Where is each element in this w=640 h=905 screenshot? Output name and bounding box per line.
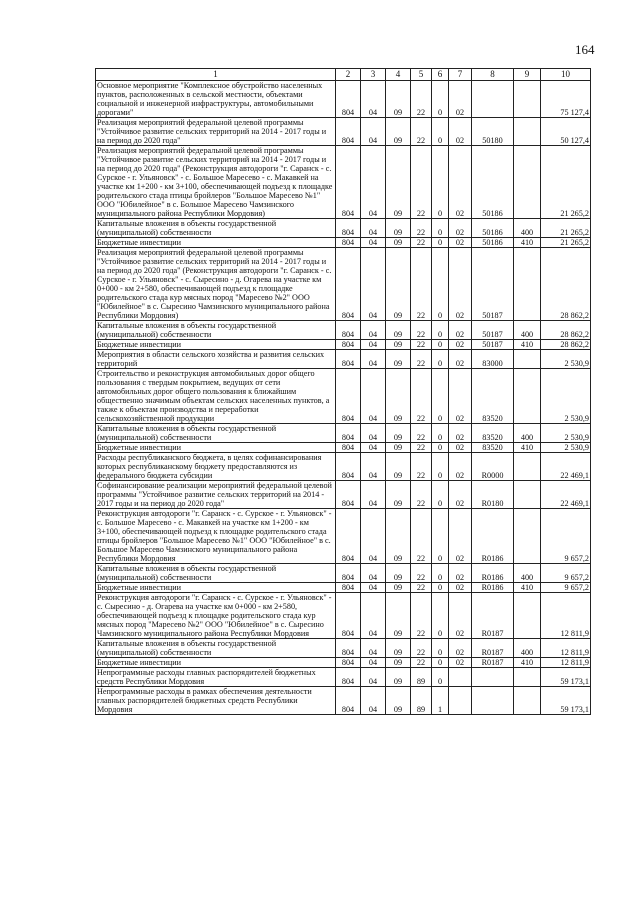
subsection-cell: 09 — [386, 238, 411, 248]
direction-cell — [472, 668, 514, 687]
ministry-code-cell: 804 — [336, 219, 361, 238]
program-cell: 22 — [411, 443, 432, 453]
column-header: 3 — [361, 69, 386, 81]
subsection-cell: 09 — [386, 583, 411, 593]
table-row — [96, 321, 591, 340]
direction-cell — [472, 81, 514, 118]
subprogram-cell: 0 — [432, 658, 449, 668]
program-cell: 22 — [411, 453, 432, 481]
subprogram-cell: 0 — [432, 321, 449, 340]
amount-cell: 28 862,2 — [541, 248, 591, 321]
amount-cell: 9 657,2 — [541, 509, 591, 564]
activity-cell: 02 — [449, 481, 472, 509]
subprogram-cell: 0 — [432, 593, 449, 639]
amount-cell: 12 811,9 — [541, 639, 591, 658]
row-name-cell: Непрограммные расходы в рамках обеспечения деятельности главных распорядителей бюджетных средств Республики Мордовия — [96, 687, 336, 715]
subprogram-cell: 0 — [432, 350, 449, 369]
subsection-cell: 09 — [386, 593, 411, 639]
program-cell: 22 — [411, 481, 432, 509]
amount-cell: 12 811,9 — [541, 658, 591, 668]
ministry-code-cell: 804 — [336, 146, 361, 219]
table-row — [96, 443, 591, 453]
amount-cell: 12 811,9 — [541, 593, 591, 639]
direction-cell: 83520 — [472, 424, 514, 443]
section-cell: 04 — [361, 350, 386, 369]
table-row — [96, 509, 591, 564]
row-name-cell: Бюджетные инвестиции — [96, 658, 336, 668]
direction-cell: R0186 — [472, 583, 514, 593]
direction-cell: R0186 — [472, 509, 514, 564]
program-cell: 22 — [411, 321, 432, 340]
row-name-cell: Реконструкция автодороги "г. Саранск - с. Сурское - г. Ульяновск" - с. Сыресино - д. Огарева на участке км 0+000 - км 2+580, обеспечивающей подъезд к площадке родительского стада кур мясных пород "Маресево №2" ООО "Юбилейное" в с. Сыресино Чамзинского муниципального района Республики Мордовия — [96, 593, 336, 639]
direction-cell: 50187 — [472, 340, 514, 350]
subprogram-cell: 0 — [432, 340, 449, 350]
ministry-code-cell: 804 — [336, 509, 361, 564]
direction-cell: R0187 — [472, 658, 514, 668]
ministry-code-cell: 804 — [336, 564, 361, 583]
budget-table — [95, 68, 591, 715]
ministry-code-cell: 804 — [336, 238, 361, 248]
row-name-cell: Бюджетные инвестиции — [96, 340, 336, 350]
direction-cell: 50186 — [472, 146, 514, 219]
table-row — [96, 340, 591, 350]
amount-cell: 21 265,2 — [541, 219, 591, 238]
subsection-cell: 09 — [386, 453, 411, 481]
direction-cell: 50186 — [472, 219, 514, 238]
expense-type-cell: 400 — [514, 321, 541, 340]
section-cell: 04 — [361, 424, 386, 443]
section-cell: 04 — [361, 369, 386, 424]
direction-cell: 83000 — [472, 350, 514, 369]
subprogram-cell: 1 — [432, 687, 449, 715]
amount-cell: 2 530,9 — [541, 350, 591, 369]
expense-type-cell: 400 — [514, 219, 541, 238]
table-row — [96, 118, 591, 146]
row-name-cell: Бюджетные инвестиции — [96, 238, 336, 248]
program-cell: 22 — [411, 583, 432, 593]
expense-type-cell: 410 — [514, 443, 541, 453]
activity-cell — [449, 668, 472, 687]
row-name-cell: Капитальные вложения в объекты государственной (муниципальной) собственности — [96, 424, 336, 443]
row-name-cell: Реконструкция автодороги "г. Саранск - с. Сурское - г. Ульяновск" - с. Большое Маресево - с. Макавкей на участке км 1+200 - км 3+100, обеспечивающей подъезд к площадке родительского стада птицы бройлеров "Большое Маресево №1" ООО "Юбилейное" в с. Большое Маресево Чамзинского муниципального района Республики Мордовия — [96, 509, 336, 564]
section-cell: 04 — [361, 509, 386, 564]
subsection-cell: 09 — [386, 118, 411, 146]
expense-type-cell — [514, 146, 541, 219]
activity-cell: 02 — [449, 350, 472, 369]
ministry-code-cell: 804 — [336, 340, 361, 350]
subsection-cell: 09 — [386, 658, 411, 668]
program-cell: 89 — [411, 668, 432, 687]
program-cell: 22 — [411, 593, 432, 639]
amount-cell: 2 530,9 — [541, 424, 591, 443]
program-cell: 22 — [411, 81, 432, 118]
subprogram-cell: 0 — [432, 564, 449, 583]
row-name-cell: Мероприятия в области сельского хозяйства и развития сельских территорий — [96, 350, 336, 369]
subsection-cell: 09 — [386, 668, 411, 687]
amount-cell: 59 173,1 — [541, 687, 591, 715]
activity-cell: 02 — [449, 453, 472, 481]
expense-type-cell — [514, 687, 541, 715]
column-header: 2 — [336, 69, 361, 81]
row-name-cell: Капитальные вложения в объекты государственной (муниципальной) собственности — [96, 219, 336, 238]
activity-cell: 02 — [449, 238, 472, 248]
ministry-code-cell: 804 — [336, 593, 361, 639]
program-cell: 22 — [411, 248, 432, 321]
expense-type-cell — [514, 453, 541, 481]
expense-type-cell: 410 — [514, 583, 541, 593]
subprogram-cell: 0 — [432, 453, 449, 481]
row-name-cell: Софинансирование реализации мероприятий федеральной целевой программы "Устойчивое развитие сельских территорий на 2014 - 2017 годы и на период до 2020 года" — [96, 481, 336, 509]
amount-cell: 22 469,1 — [541, 481, 591, 509]
table-row — [96, 593, 591, 639]
subsection-cell: 09 — [386, 424, 411, 443]
subprogram-cell: 0 — [432, 81, 449, 118]
ministry-code-cell: 804 — [336, 443, 361, 453]
activity-cell: 02 — [449, 118, 472, 146]
section-cell: 04 — [361, 443, 386, 453]
table-row — [96, 668, 591, 687]
program-cell: 22 — [411, 564, 432, 583]
amount-cell: 21 265,2 — [541, 146, 591, 219]
table-row — [96, 350, 591, 369]
direction-cell: 50187 — [472, 248, 514, 321]
ministry-code-cell: 804 — [336, 658, 361, 668]
direction-cell — [472, 687, 514, 715]
amount-cell: 28 862,2 — [541, 321, 591, 340]
row-name-cell: Строительство и реконструкция автомобильных дорог общего пользования с твердым покрытием, ведущих от сети автомобильных дорог общего пользования к ближайшим общественно значимым объектам сельских населенных пунктов, а также к объектам производства и переработки сельскохозяйственной продукции — [96, 369, 336, 424]
table-row — [96, 248, 591, 321]
activity-cell: 02 — [449, 509, 472, 564]
expense-type-cell: 400 — [514, 424, 541, 443]
program-cell: 22 — [411, 639, 432, 658]
expense-type-cell: 400 — [514, 639, 541, 658]
subsection-cell: 09 — [386, 219, 411, 238]
subprogram-cell: 0 — [432, 248, 449, 321]
subprogram-cell: 0 — [432, 424, 449, 443]
column-header: 10 — [541, 69, 591, 81]
amount-cell: 2 530,9 — [541, 443, 591, 453]
subsection-cell: 09 — [386, 340, 411, 350]
table-row — [96, 424, 591, 443]
table-row — [96, 146, 591, 219]
section-cell: 04 — [361, 668, 386, 687]
ministry-code-cell: 804 — [336, 668, 361, 687]
expense-type-cell — [514, 509, 541, 564]
subprogram-cell: 0 — [432, 509, 449, 564]
amount-cell: 21 265,2 — [541, 238, 591, 248]
ministry-code-cell: 804 — [336, 321, 361, 340]
row-name-cell: Капитальные вложения в объекты государственной (муниципальной) собственности — [96, 564, 336, 583]
activity-cell: 02 — [449, 583, 472, 593]
subsection-cell: 09 — [386, 564, 411, 583]
expense-type-cell: 410 — [514, 238, 541, 248]
program-cell: 22 — [411, 658, 432, 668]
program-cell: 22 — [411, 350, 432, 369]
subprogram-cell: 0 — [432, 369, 449, 424]
subsection-cell: 09 — [386, 509, 411, 564]
section-cell: 04 — [361, 583, 386, 593]
amount-cell: 22 469,1 — [541, 453, 591, 481]
amount-cell: 9 657,2 — [541, 583, 591, 593]
section-cell: 04 — [361, 593, 386, 639]
activity-cell: 02 — [449, 564, 472, 583]
direction-cell: R0186 — [472, 564, 514, 583]
row-name-cell: Основное мероприятие "Комплексное обустройство населенных пунктов, расположенных в сельской местности, объектами социальной и инженерной инфраструктуры, автомобильными дорогами" — [96, 81, 336, 118]
subsection-cell: 09 — [386, 350, 411, 369]
subsection-cell: 09 — [386, 369, 411, 424]
subprogram-cell: 0 — [432, 443, 449, 453]
activity-cell: 02 — [449, 219, 472, 238]
subsection-cell: 09 — [386, 481, 411, 509]
program-cell: 22 — [411, 509, 432, 564]
direction-cell: 50186 — [472, 238, 514, 248]
table-row — [96, 583, 591, 593]
ministry-code-cell: 804 — [336, 350, 361, 369]
subprogram-cell: 0 — [432, 481, 449, 509]
row-name-cell: Реализация мероприятий федеральной целевой программы "Устойчивое развитие сельских территорий на 2014 - 2017 годы и на период до 2020 года" (Реконструкция автодороги "г. Саранск - с. Сурское - г. Ульяновск" - с. Большое Маресево - с. Макавкей на участке км 1+200 - км 3+100, обеспечивающей подъезд к площадке родительского стада птицы бройлеров "Большое Маресево №1" ООО "Юбилейное" в с. Большое Маресево Чамзинского муниципального района Республики Мордовия) — [96, 146, 336, 219]
section-cell: 04 — [361, 81, 386, 118]
activity-cell: 02 — [449, 248, 472, 321]
section-cell: 04 — [361, 118, 386, 146]
column-header: 4 — [386, 69, 411, 81]
program-cell: 22 — [411, 369, 432, 424]
direction-cell: R0187 — [472, 593, 514, 639]
amount-cell: 75 127,4 — [541, 81, 591, 118]
column-header: 5 — [411, 69, 432, 81]
program-cell: 22 — [411, 146, 432, 219]
row-name-cell: Расходы республиканского бюджета, в целях софинансирования которых республиканскому бюджету предоставляются из федерального бюджета субсидии — [96, 453, 336, 481]
section-cell: 04 — [361, 453, 386, 481]
subsection-cell: 09 — [386, 321, 411, 340]
table-row — [96, 369, 591, 424]
subsection-cell: 09 — [386, 639, 411, 658]
direction-cell: 50187 — [472, 321, 514, 340]
amount-cell: 28 862,2 — [541, 340, 591, 350]
direction-cell: 50180 — [472, 118, 514, 146]
section-cell: 04 — [361, 321, 386, 340]
section-cell: 04 — [361, 687, 386, 715]
program-cell: 22 — [411, 424, 432, 443]
row-name-cell: Реализация мероприятий федеральной целевой программы "Устойчивое развитие сельских территорий на 2014 - 2017 годы и на период до 2020 года" — [96, 118, 336, 146]
expense-type-cell: 410 — [514, 340, 541, 350]
section-cell: 04 — [361, 481, 386, 509]
section-cell: 04 — [361, 248, 386, 321]
activity-cell: 02 — [449, 369, 472, 424]
table-row — [96, 658, 591, 668]
program-cell: 89 — [411, 687, 432, 715]
activity-cell: 02 — [449, 658, 472, 668]
activity-cell: 02 — [449, 81, 472, 118]
subsection-cell: 09 — [386, 687, 411, 715]
expense-type-cell: 400 — [514, 564, 541, 583]
column-header: 9 — [514, 69, 541, 81]
program-cell: 22 — [411, 238, 432, 248]
subsection-cell: 09 — [386, 81, 411, 118]
table-body — [96, 81, 591, 715]
row-name-cell: Реализация мероприятий федеральной целевой программы "Устойчивое развитие сельских территорий на 2014 - 2017 годы и на период до 2020 года" (Реконструкция автодороги "г. Саранск - с. Сурское - г. Ульяновск" - с. Сыресино - д. Огарева на участке км 0+000 - км 2+580, обеспечивающей подъезд к площадке родительского стада кур мясных пород "Маресево №2" ООО "Юбилейное" в с. Сыресино Чамзинского муниципального района Республики Мордовия) — [96, 248, 336, 321]
program-cell: 22 — [411, 118, 432, 146]
page-number: 164 — [575, 42, 595, 57]
subprogram-cell: 0 — [432, 639, 449, 658]
subprogram-cell: 0 — [432, 146, 449, 219]
table-row — [96, 687, 591, 715]
table-row — [96, 564, 591, 583]
table-row — [96, 238, 591, 248]
expense-type-cell — [514, 369, 541, 424]
row-name-cell: Непрограммные расходы главных распорядителей бюджетных средств Республики Мордовия — [96, 668, 336, 687]
expense-type-cell — [514, 481, 541, 509]
table-header-row — [96, 69, 591, 81]
section-cell: 04 — [361, 219, 386, 238]
amount-cell: 2 530,9 — [541, 369, 591, 424]
subprogram-cell: 0 — [432, 668, 449, 687]
ministry-code-cell: 804 — [336, 481, 361, 509]
amount-cell: 59 173,1 — [541, 668, 591, 687]
direction-cell: R0180 — [472, 481, 514, 509]
subprogram-cell: 0 — [432, 583, 449, 593]
activity-cell: 02 — [449, 321, 472, 340]
subsection-cell: 09 — [386, 146, 411, 219]
section-cell: 04 — [361, 340, 386, 350]
expense-type-cell — [514, 81, 541, 118]
column-header: 7 — [449, 69, 472, 81]
ministry-code-cell: 804 — [336, 453, 361, 481]
subprogram-cell: 0 — [432, 219, 449, 238]
section-cell: 04 — [361, 146, 386, 219]
table-row — [96, 81, 591, 118]
direction-cell: 83520 — [472, 369, 514, 424]
column-header: 1 — [96, 69, 336, 81]
subsection-cell: 09 — [386, 248, 411, 321]
column-header: 6 — [432, 69, 449, 81]
expense-type-cell — [514, 118, 541, 146]
section-cell: 04 — [361, 238, 386, 248]
ministry-code-cell: 804 — [336, 81, 361, 118]
amount-cell: 50 127,4 — [541, 118, 591, 146]
ministry-code-cell: 804 — [336, 118, 361, 146]
activity-cell: 02 — [449, 424, 472, 443]
program-cell: 22 — [411, 340, 432, 350]
expense-type-cell — [514, 668, 541, 687]
expense-type-cell — [514, 350, 541, 369]
ministry-code-cell: 804 — [336, 639, 361, 658]
activity-cell: 02 — [449, 593, 472, 639]
activity-cell: 02 — [449, 443, 472, 453]
program-cell: 22 — [411, 219, 432, 238]
ministry-code-cell: 804 — [336, 424, 361, 443]
row-name-cell: Капитальные вложения в объекты государственной (муниципальной) собственности — [96, 639, 336, 658]
table-row — [96, 453, 591, 481]
activity-cell: 02 — [449, 639, 472, 658]
expense-type-cell — [514, 593, 541, 639]
direction-cell: 83520 — [472, 443, 514, 453]
amount-cell: 9 657,2 — [541, 564, 591, 583]
activity-cell: 02 — [449, 340, 472, 350]
direction-cell: R0187 — [472, 639, 514, 658]
table-row — [96, 219, 591, 238]
table-row — [96, 481, 591, 509]
table-row — [96, 639, 591, 658]
subprogram-cell: 0 — [432, 238, 449, 248]
section-cell: 04 — [361, 639, 386, 658]
activity-cell: 02 — [449, 146, 472, 219]
ministry-code-cell: 804 — [336, 583, 361, 593]
direction-cell: R0000 — [472, 453, 514, 481]
expense-type-cell — [514, 248, 541, 321]
ministry-code-cell: 804 — [336, 687, 361, 715]
section-cell: 04 — [361, 564, 386, 583]
expense-type-cell: 410 — [514, 658, 541, 668]
row-name-cell: Капитальные вложения в объекты государственной (муниципальной) собственности — [96, 321, 336, 340]
row-name-cell: Бюджетные инвестиции — [96, 583, 336, 593]
activity-cell — [449, 687, 472, 715]
ministry-code-cell: 804 — [336, 248, 361, 321]
subprogram-cell: 0 — [432, 118, 449, 146]
ministry-code-cell: 804 — [336, 369, 361, 424]
column-header: 8 — [472, 69, 514, 81]
row-name-cell: Бюджетные инвестиции — [96, 443, 336, 453]
section-cell: 04 — [361, 658, 386, 668]
subsection-cell: 09 — [386, 443, 411, 453]
